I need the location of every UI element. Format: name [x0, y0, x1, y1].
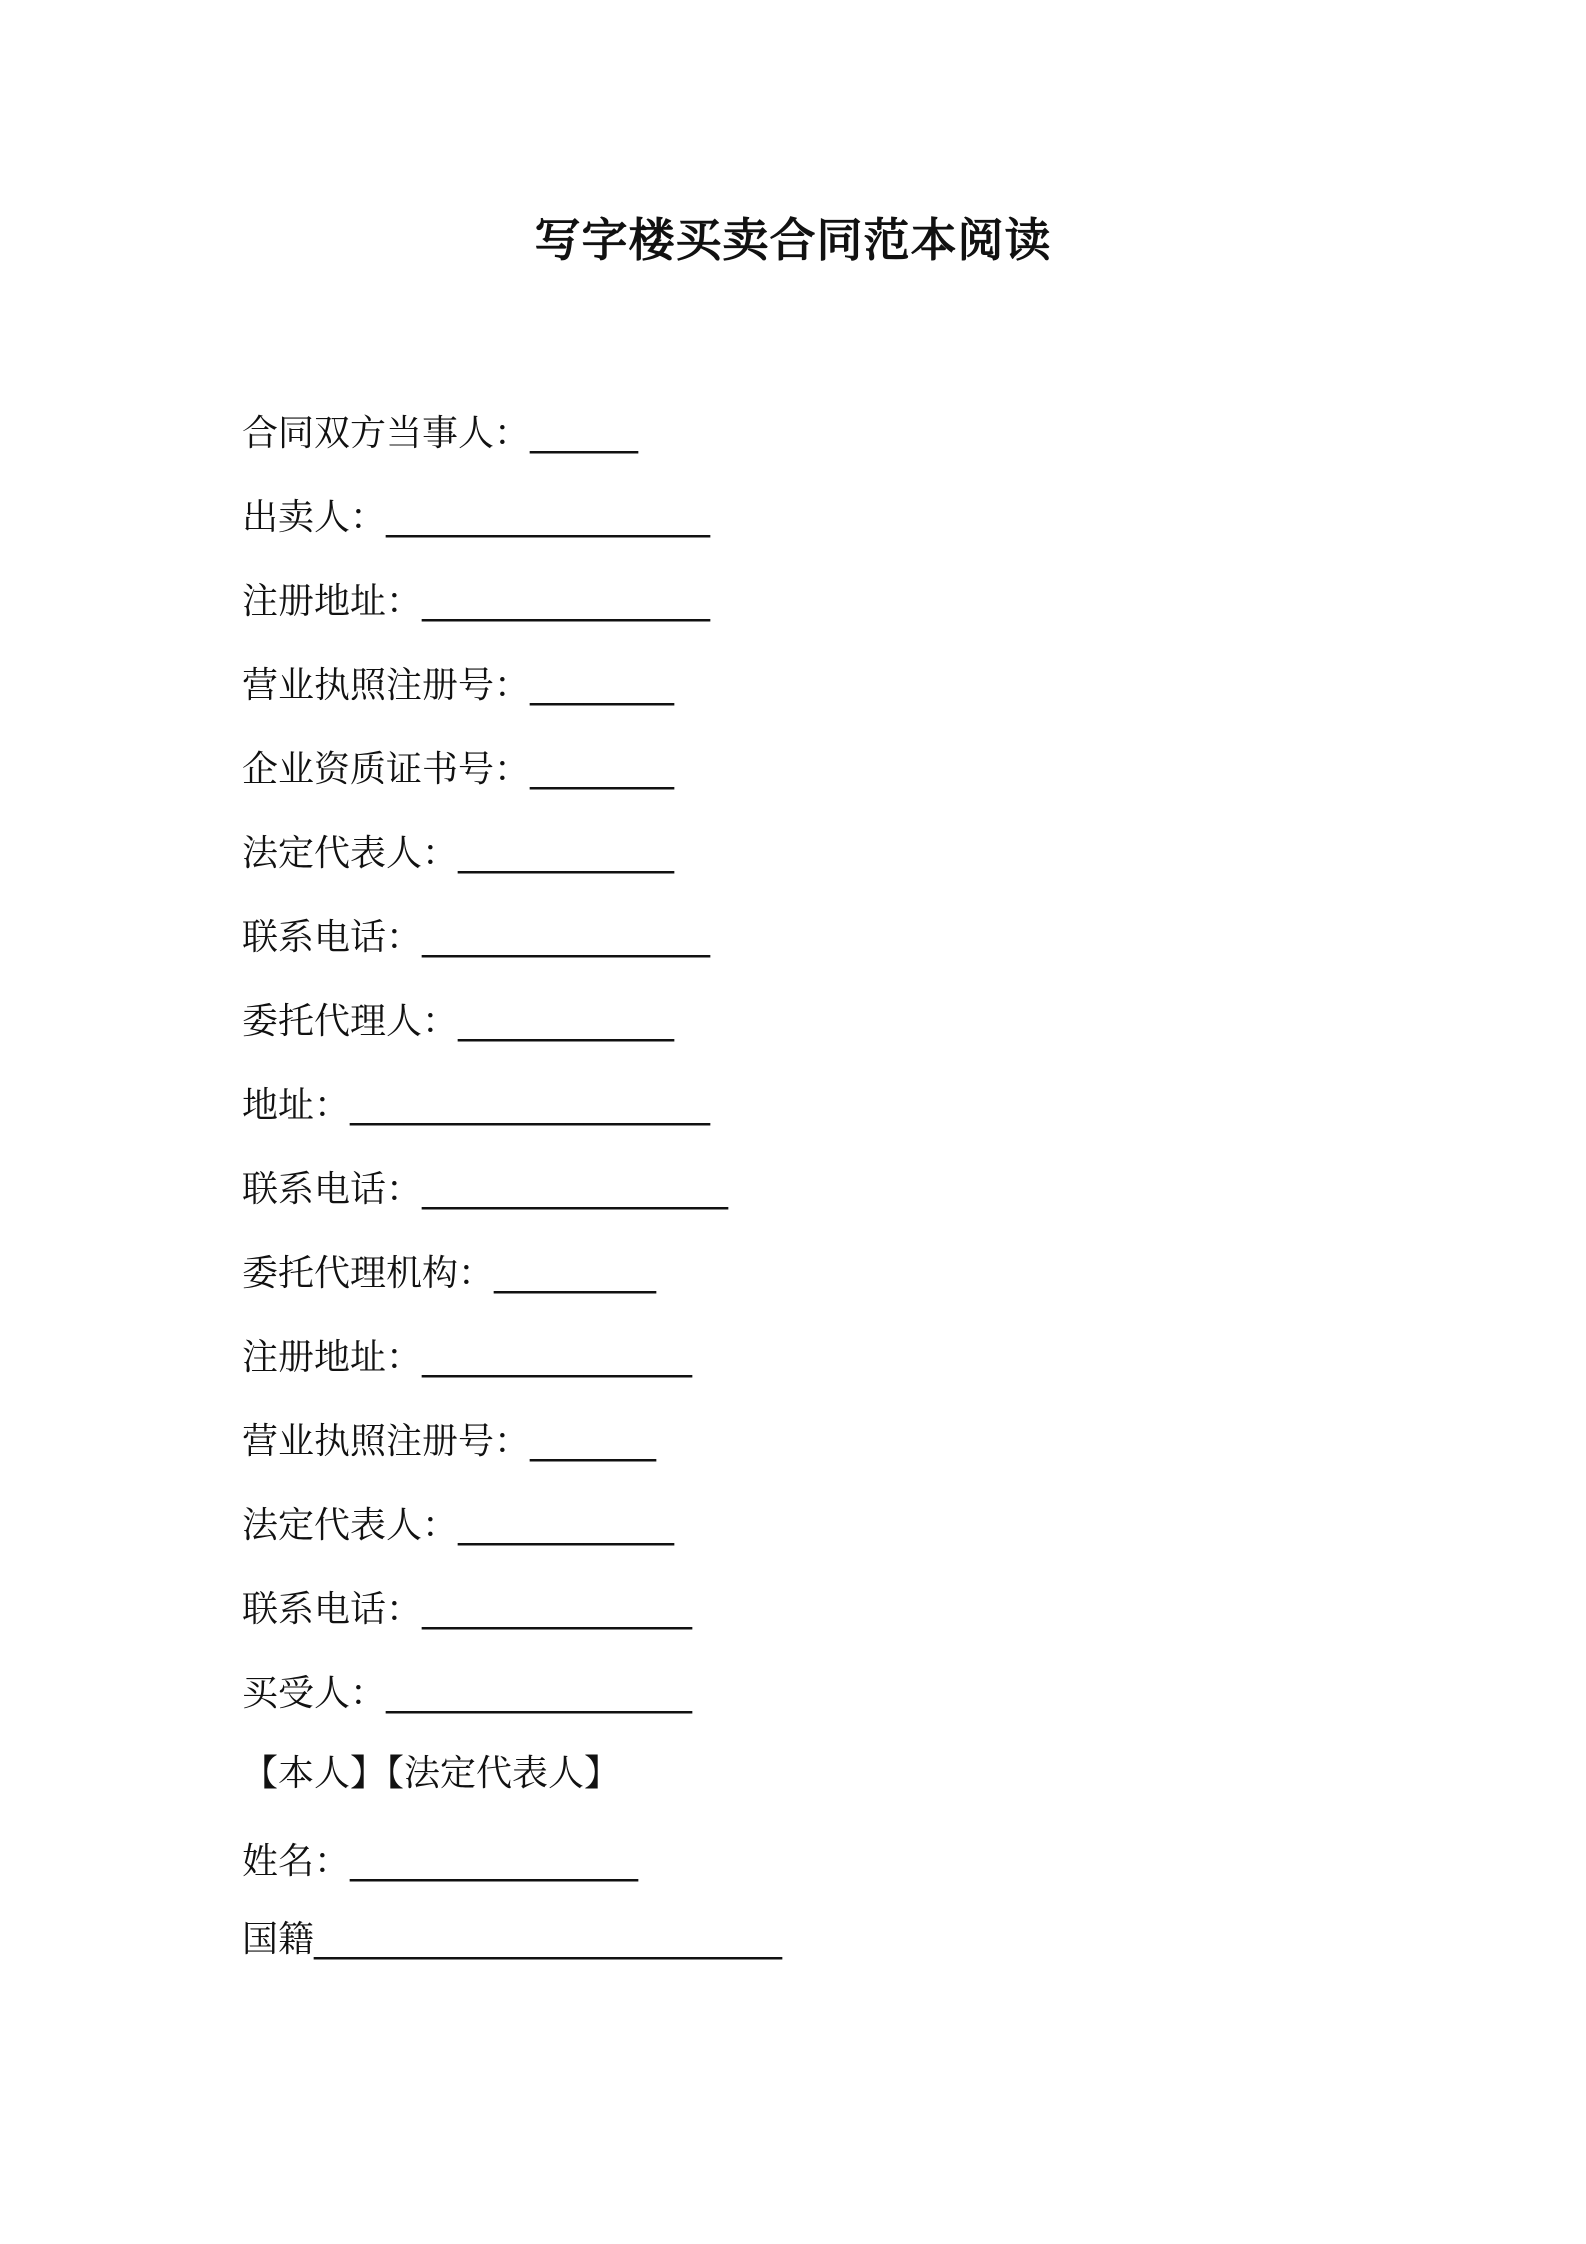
field-seller-business-license — [242, 662, 674, 710]
field-seller-legal-rep — [242, 830, 674, 878]
field-contract-parties — [242, 410, 638, 458]
line-text: 注册地址：________________ — [242, 581, 711, 622]
line-text: 法定代表人：____________ — [242, 1505, 675, 1546]
buyer-type-options — [242, 1750, 620, 1798]
line-text: 地址：____________________ — [242, 1085, 711, 1126]
line-text: 联系电话：________________ — [242, 917, 711, 958]
line-text: 联系电话：_________________ — [242, 1169, 729, 1210]
line-text: 国籍__________________________ — [242, 1919, 782, 1960]
field-seller-phone — [242, 914, 710, 962]
field-agency-phone — [242, 1586, 692, 1634]
field-agency-registered-address — [242, 1334, 692, 1382]
field-buyer-name — [242, 1838, 638, 1886]
field-seller-qualification-cert — [242, 746, 674, 794]
line-text: 企业资质证书号：________ — [242, 749, 675, 790]
field-agent-address — [242, 1082, 710, 1130]
line-text: 合同双方当事人：______ — [242, 413, 639, 454]
line-text: 营业执照注册号：_______ — [242, 1421, 657, 1462]
field-agency-legal-rep — [242, 1502, 674, 1550]
line-text: 委托代理机构：_________ — [242, 1253, 657, 1294]
field-agent-phone — [242, 1166, 728, 1214]
field-buyer-nationality — [242, 1916, 782, 1964]
line-text: 委托代理人：____________ — [242, 1001, 675, 1042]
field-seller-registered-address — [242, 578, 710, 626]
field-buyer — [242, 1670, 692, 1718]
line-text: 姓名：________________ — [242, 1841, 639, 1882]
field-agency-business-license — [242, 1418, 656, 1466]
field-seller-agent — [242, 998, 674, 1046]
line-text: 法定代表人：____________ — [242, 833, 675, 874]
field-agency — [242, 1250, 656, 1298]
document-title: 写字楼买卖合同范本阅读 — [534, 213, 1052, 267]
line-text: 出卖人：__________________ — [242, 497, 711, 538]
line-text: 联系电话：_______________ — [242, 1589, 693, 1630]
line-text: 营业执照注册号：________ — [242, 665, 675, 706]
line-text: 【本人】【法定代表人】 — [242, 1753, 621, 1794]
line-text: 注册地址：_______________ — [242, 1337, 693, 1378]
line-text: 买受人：_________________ — [242, 1673, 693, 1714]
field-seller — [242, 494, 710, 542]
